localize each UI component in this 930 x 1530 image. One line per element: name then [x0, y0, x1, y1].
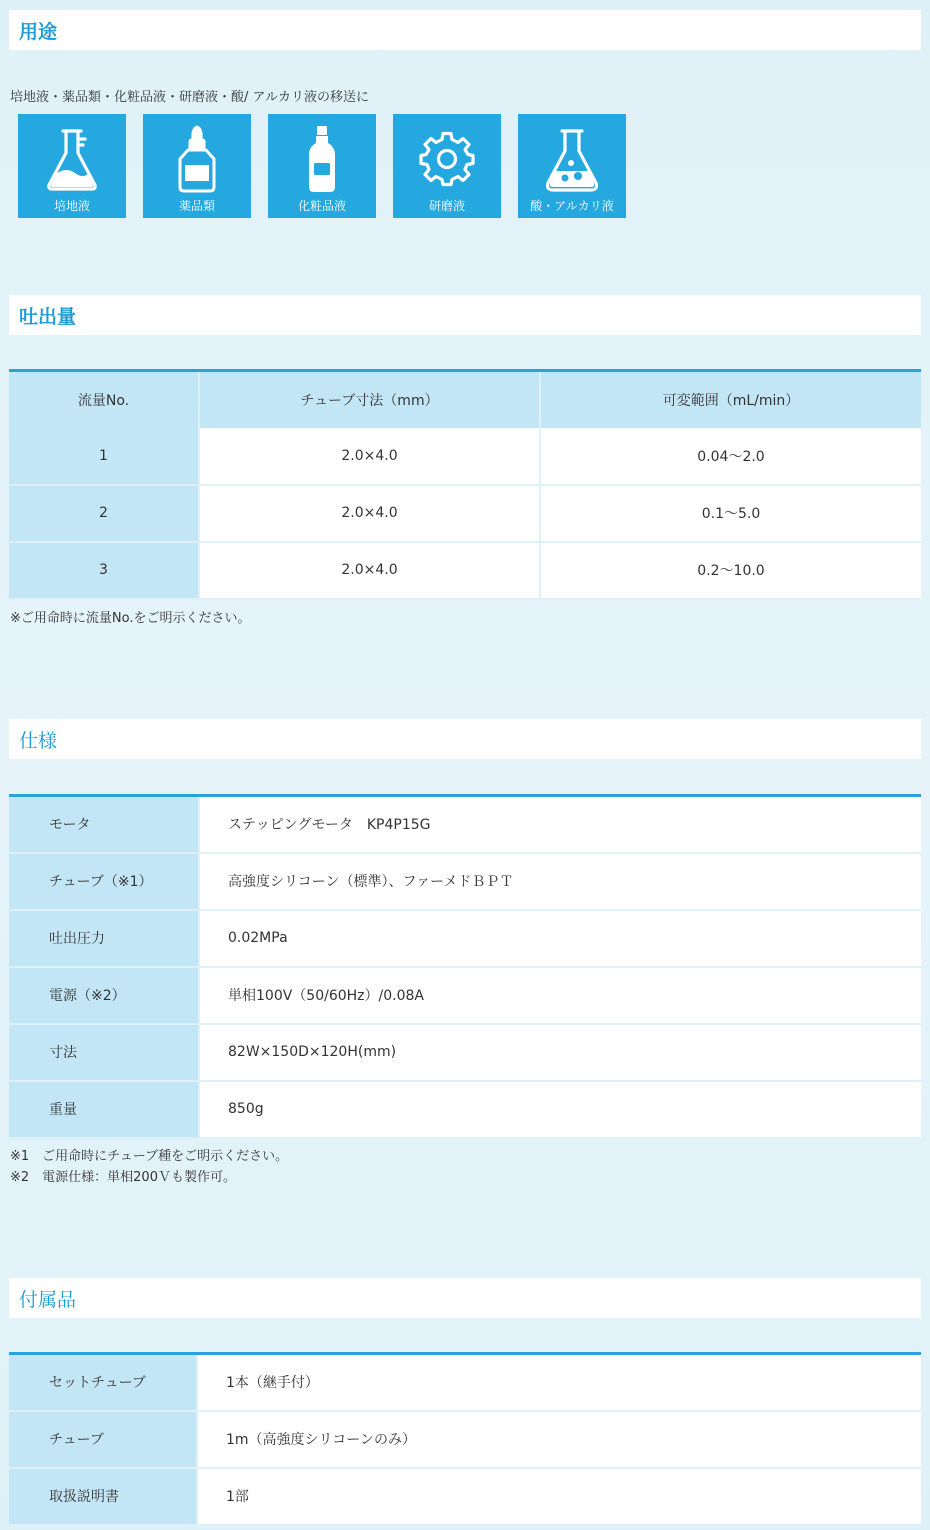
spec-section-title: 仕様 [9, 719, 921, 759]
spec-value: 850g [199, 1081, 921, 1138]
usage-tile-cosmetics [268, 114, 376, 218]
header-flow-no: 流量No. [9, 371, 199, 428]
table-row [9, 853, 921, 910]
range-cell: 0.1～5.0 [540, 485, 921, 542]
table-row [9, 542, 921, 599]
tile-label: 薬品類 [178, 199, 215, 213]
table-row [9, 1024, 921, 1081]
spec-key: 寸法 [9, 1024, 199, 1081]
usage-section-title: 用途 [9, 10, 921, 50]
bottle-icon [287, 123, 357, 195]
table-row [9, 1468, 921, 1525]
flow-no-cell: 3 [9, 542, 199, 599]
flow-section-title: 吐出量 [9, 295, 921, 335]
range-cell: 0.2～10.0 [540, 542, 921, 599]
spec-value: 82W×150D×120H(mm) [199, 1024, 921, 1081]
tile-label: 化粧品液 [297, 199, 346, 213]
table-row [9, 428, 921, 485]
usage-intro: 培地液・薬品類・化粧品液・研磨液・酸/ アルカリ液の移送に [10, 90, 369, 105]
table-row [9, 796, 921, 853]
table-header-row [9, 371, 921, 428]
usage-tile-polish [393, 114, 501, 218]
tube-size-cell: 2.0×4.0 [199, 428, 540, 485]
tube-size-cell: 2.0×4.0 [199, 542, 540, 599]
usage-tile-chemicals [143, 114, 251, 218]
spec-key: 吐出圧力 [9, 910, 199, 967]
spec-value: 高強度シリコーン（標準）、ファーメドＢＰＴ [199, 853, 921, 910]
range-cell: 0.04～2.0 [540, 428, 921, 485]
spec-value: 単相100V（50/60Hz）/0.08A [199, 967, 921, 1024]
header-variable-range: 可変範囲（mL/min） [540, 371, 921, 428]
gear-icon [412, 123, 482, 195]
accessory-key: セットチューブ [9, 1354, 197, 1411]
header-tube-size: チューブ寸法（mm） [199, 371, 540, 428]
spec-key: 重量 [9, 1081, 199, 1138]
usage-icon-row [18, 114, 626, 218]
spec-key: チューブ（※1） [9, 853, 199, 910]
accessory-value: 1部 [197, 1468, 921, 1525]
accessory-value: 1m（高強度シリコーンのみ） [197, 1411, 921, 1468]
usage-tile-medium [18, 114, 126, 218]
accessory-key: 取扱説明書 [9, 1468, 197, 1525]
table-row [9, 910, 921, 967]
accessory-value: 1本（継手付） [197, 1354, 921, 1411]
table-row [9, 1354, 921, 1411]
tile-label: 研磨液 [428, 199, 465, 213]
tile-label: 培地液 [53, 199, 90, 213]
spec-key: モータ [9, 796, 199, 853]
beaker-bubbles-icon [537, 123, 607, 195]
flow-no-cell: 1 [9, 428, 199, 485]
tile-label: 酸・アルカリ液 [530, 199, 614, 213]
table-row [9, 1411, 921, 1468]
spec-table [9, 794, 921, 1139]
spec-note-1: ※1 ご用命時にチューブ種をご明示ください。 [10, 1149, 289, 1164]
accessories-section-title: 付属品 [9, 1278, 921, 1318]
accessory-key: チューブ [9, 1411, 197, 1468]
spec-value: 0.02MPa [199, 910, 921, 967]
spec-value: ステッピングモータ KP4P15G [199, 796, 921, 853]
flow-no-cell: 2 [9, 485, 199, 542]
dropper-bottle-icon [162, 123, 232, 195]
table-row [9, 485, 921, 542]
spec-key: 電源（※2） [9, 967, 199, 1024]
spec-note-2: ※2 電源仕様：単相200Ｖも製作可。 [10, 1170, 236, 1185]
accessories-table [9, 1352, 921, 1526]
table-row [9, 1081, 921, 1138]
table-row [9, 967, 921, 1024]
tube-size-cell: 2.0×4.0 [199, 485, 540, 542]
flask-icon [37, 123, 107, 195]
flow-table [9, 369, 921, 600]
usage-tile-acid-alkali [518, 114, 626, 218]
flow-note: ※ご用命時に流量No.をご明示ください。 [10, 611, 251, 626]
